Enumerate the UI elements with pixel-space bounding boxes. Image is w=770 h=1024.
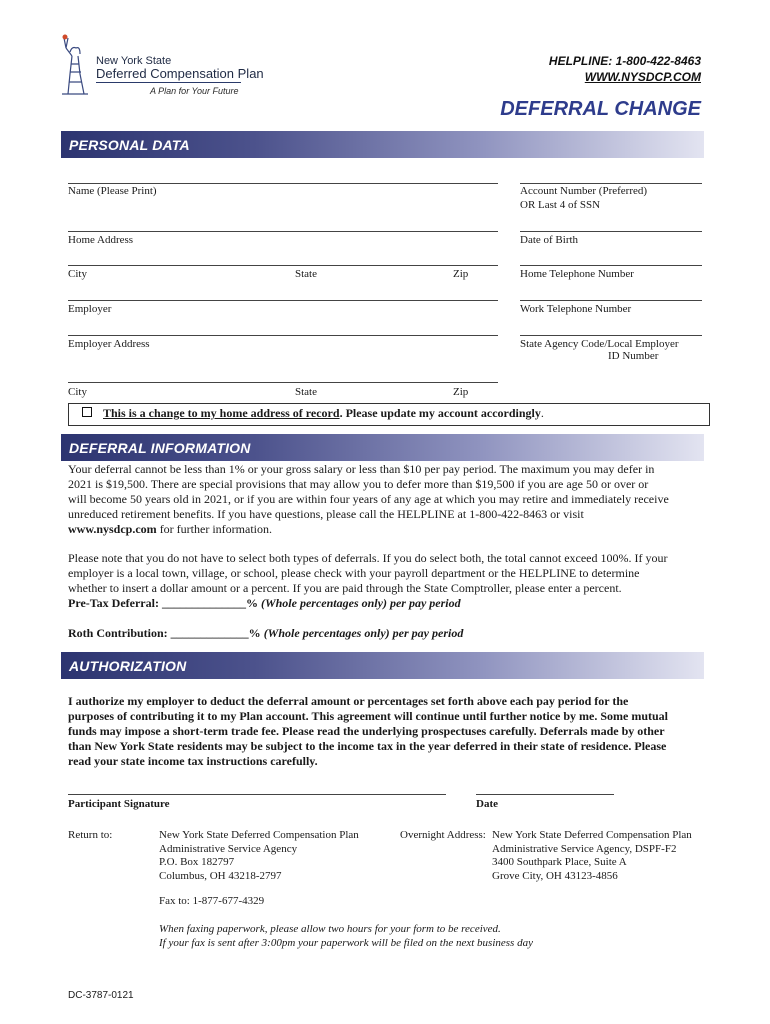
auth-line4: than New York State residents may be subject to the income tax in the year deferred in their state of residence. Please bbox=[68, 739, 667, 753]
overnight-address bbox=[492, 829, 692, 883]
logo-rule bbox=[96, 82, 241, 83]
helpline-number: HELPLINE: 1-800-422-8463 bbox=[548, 54, 701, 68]
name-field[interactable] bbox=[68, 183, 498, 184]
mail-addr-line4: Columbus, OH 43218-2797 bbox=[159, 869, 282, 882]
fax-note-line1: When faxing paperwork, please allow two hours for your form to be received. bbox=[159, 923, 501, 935]
overnight-line4: Grove City, OH 43123-4856 bbox=[492, 869, 618, 882]
overnight-line3: 3400 Southpark Place, Suite A bbox=[492, 856, 627, 868]
state2-label: State bbox=[295, 386, 317, 398]
date-of-birth-field[interactable] bbox=[520, 231, 702, 232]
notice-underlined: This is a change to my home address of record bbox=[103, 406, 340, 420]
agency-code-field[interactable] bbox=[520, 335, 702, 336]
personal-data-banner: PERSONAL DATA bbox=[61, 131, 704, 158]
dob-label: Date of Birth bbox=[520, 234, 579, 246]
mailing-address bbox=[159, 829, 359, 883]
account-number-field[interactable] bbox=[520, 183, 702, 184]
notice-rest: . Please update my account accordingly bbox=[339, 406, 541, 420]
auth-line3: funds may impose a short-term trade fee. Please read the underlying prospectuses carefully. Deferrals made by other bbox=[68, 724, 665, 738]
overnight-line1: New York State Deferred Compensation Plan bbox=[492, 829, 692, 841]
website-inline-link[interactable]: www.nysdcp.com bbox=[68, 522, 157, 536]
para1-line2: 2021 is $19,500. There are special provisions that may allow you to defer more than $19,500 if you are age 50 or over or bbox=[68, 477, 649, 491]
roth-contribution-field[interactable]: Roth Contribution: _____________% bbox=[68, 626, 264, 640]
statue-of-liberty-logo-icon bbox=[56, 34, 94, 98]
para1-line1: Your deferral cannot be less than 1% or your gross salary or less than $10 per pay period. The maximum you may defer in bbox=[68, 462, 655, 476]
address-change-notice bbox=[103, 406, 544, 421]
signature-field[interactable] bbox=[68, 794, 446, 795]
return-to-label: Return to: bbox=[68, 829, 113, 841]
zip-label: Zip bbox=[453, 268, 469, 280]
employer-address-label: Employer Address bbox=[68, 338, 150, 350]
employer-city-state-zip-field[interactable] bbox=[68, 382, 498, 383]
form-code: DC-3787-0121 bbox=[68, 990, 134, 1001]
fax-number: Fax to: 1-877-677-4329 bbox=[159, 895, 265, 907]
state-label: State bbox=[295, 268, 317, 280]
para1-tail: for further information. bbox=[156, 522, 272, 536]
fax-note-line2: If your fax is sent after 3:00pm your paperwork will be filed on the next business day bbox=[159, 936, 533, 949]
date-field[interactable] bbox=[476, 794, 614, 795]
account-label-2: OR Last 4 of SSN bbox=[520, 199, 601, 211]
agency-label-1: State Agency Code/Local Employer bbox=[520, 338, 679, 350]
para1-line4: unreduced retirement benefits. If you have questions, please call the HELPLINE at 1-800-422-8463 or visit bbox=[68, 507, 584, 521]
pretax-note: (Whole percentages only) per pay period bbox=[260, 596, 461, 610]
overnight-line2: Administrative Service Agency, DSPF-F2 bbox=[492, 842, 677, 855]
logo-tagline: A Plan for Your Future bbox=[150, 86, 239, 96]
para2-line2: employer is a local town, village, or school, please check with your payroll department or the HELPLINE to determine bbox=[68, 566, 640, 580]
address-change-checkbox[interactable] bbox=[82, 407, 92, 417]
logo-line1: New York State bbox=[96, 55, 172, 67]
logo-line2: Deferred Compensation Plan bbox=[96, 66, 264, 81]
account-label-1: Account Number (Preferred) bbox=[520, 185, 648, 197]
home-phone-field[interactable] bbox=[520, 265, 702, 266]
home-address-label: Home Address bbox=[68, 234, 134, 246]
work-phone-label: Work Telephone Number bbox=[520, 303, 632, 315]
employer-label: Employer bbox=[68, 303, 112, 315]
employer-field[interactable] bbox=[68, 300, 498, 301]
auth-line2: purposes of contributing it to my Plan account. This agreement will continue until further notice by me. Some mutual bbox=[68, 709, 668, 723]
city2-label: City bbox=[68, 386, 87, 398]
auth-line5: read your state income tax instructions carefully. bbox=[68, 754, 318, 768]
website-link[interactable]: WWW.NYSDCP.COM bbox=[584, 70, 701, 84]
roth-note: (Whole percentages only) per pay period bbox=[263, 626, 464, 640]
overnight-label: Overnight Address: bbox=[400, 829, 486, 841]
zip2-label: Zip bbox=[453, 386, 469, 398]
para2-line1: Please note that you do not have to select both types of deferrals. If you do select both, the total cannot exceed 100%. If your bbox=[68, 551, 668, 565]
work-phone-field[interactable] bbox=[520, 300, 702, 301]
mail-addr-line2: Administrative Service Agency bbox=[159, 842, 298, 855]
auth-line1: I authorize my employer to deduct the deferral amount or percentages set forth above each pay period for the bbox=[68, 694, 629, 708]
authorization-banner: AUTHORIZATION bbox=[61, 652, 704, 679]
signature-label: Participant Signature bbox=[68, 798, 170, 810]
mail-addr-line3: P.O. Box 182797 bbox=[159, 856, 235, 868]
roth-row bbox=[68, 626, 708, 641]
mail-addr-line1: New York State Deferred Compensation Plan bbox=[159, 829, 359, 841]
date-label: Date bbox=[476, 798, 498, 810]
deferral-info-banner: DEFERRAL INFORMATION bbox=[61, 434, 704, 461]
agency-label-2: ID Number bbox=[608, 350, 659, 362]
para1-line3: will become 50 years old in 2021, or if you are within four years of any age at which you may retire and immediately receive bbox=[68, 492, 669, 506]
authorization-text bbox=[68, 694, 708, 769]
name-label: Name (Please Print) bbox=[68, 185, 157, 197]
employer-address-field[interactable] bbox=[68, 335, 498, 336]
home-address-field[interactable] bbox=[68, 231, 498, 232]
fax-note bbox=[159, 923, 533, 950]
para2-line3: whether to insert a dollar amount or a percent. If you are paid through the State Comptroller, please enter a percent. bbox=[68, 581, 622, 595]
home-phone-label: Home Telephone Number bbox=[520, 268, 634, 280]
notice-end: . bbox=[540, 406, 544, 420]
deferral-paragraph-2 bbox=[68, 551, 708, 611]
city-label: City bbox=[68, 268, 87, 280]
city-state-zip-field[interactable] bbox=[68, 265, 498, 266]
pretax-deferral-field[interactable]: Pre-Tax Deferral: ______________% bbox=[68, 596, 261, 610]
deferral-paragraph-1 bbox=[68, 462, 708, 537]
form-title: DEFERRAL CHANGE bbox=[500, 98, 701, 120]
